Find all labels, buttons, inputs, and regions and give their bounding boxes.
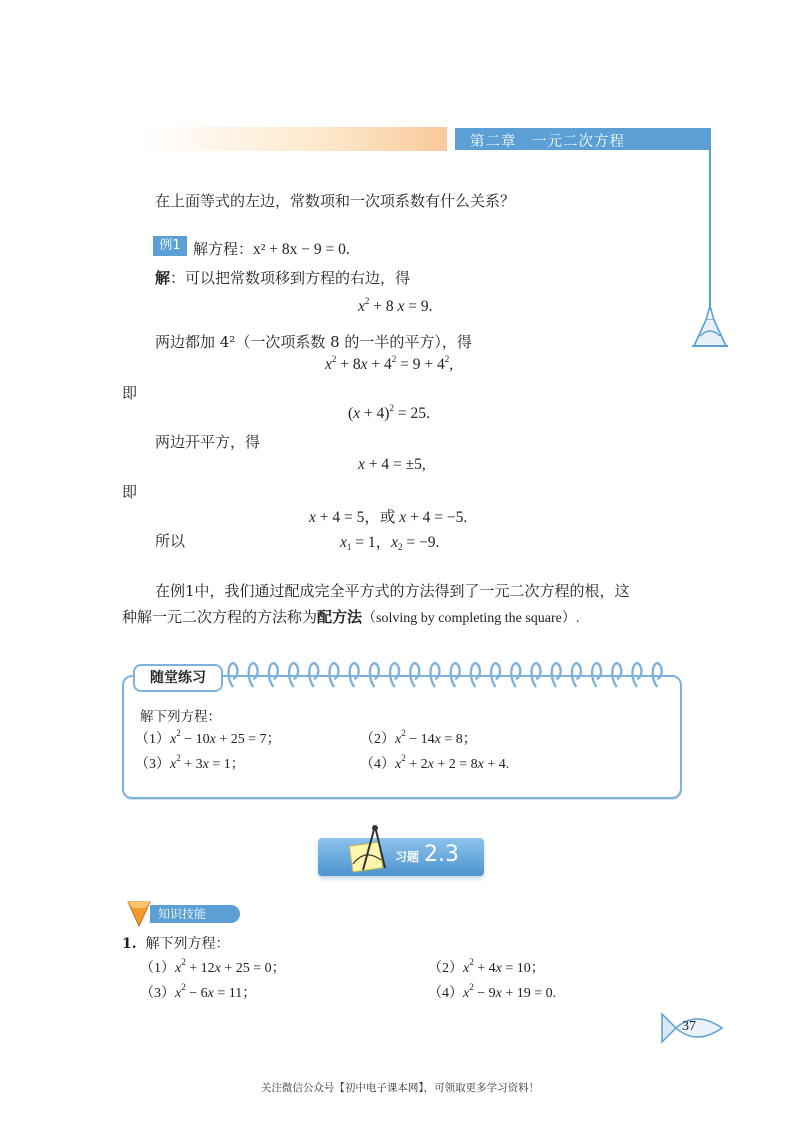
skills-item-3: $(3)x^2 - 6x = 11$； <box>140 982 257 1001</box>
practice-item-4: $(4)x^2 + 2x + 2 = 8x + 4$. <box>360 753 510 772</box>
footer-note: 关注微信公众号【初中电子课本网】，可领取更多学习资料！ <box>260 1082 540 1094</box>
question-text: 在上面等式的左边，常数项和一次项系数有什么关系？ <box>155 192 516 210</box>
practice-item-3: $(3)x^2 + 3x = 1$； <box>135 753 245 772</box>
practice-item-1: $(1)x^2 - 10x + 25 = 7$； <box>135 728 281 747</box>
item-number: （3） <box>140 986 175 1001</box>
spiral-binding-icon <box>225 659 671 693</box>
item-number: （2） <box>428 961 463 976</box>
skills-item-2: $(2)x^2 + 4x = 10$； <box>428 957 545 976</box>
problem-equation: x² + 8x − 9 = 0. <box>253 241 350 258</box>
skills-item-4: $(4)x^2 - 9x + 19 = 0$. <box>428 982 557 1001</box>
conclusion-text: 种解一元二次方程的方法称为 <box>122 608 318 626</box>
tower-icon <box>690 298 730 350</box>
practice-title: 随堂练习 <box>133 664 223 692</box>
eq-step4: x + 4 = ±5, <box>358 456 426 473</box>
practice-intro: 解下列方程： <box>140 709 221 725</box>
eq-step3: $(x + 4)^2 = 25$. <box>348 403 430 422</box>
item-number: （3） <box>135 757 170 772</box>
example-tag: 例1 <box>153 236 187 256</box>
exercise-label: 习题 <box>395 850 420 864</box>
compass-icon <box>345 824 393 876</box>
item-number: （1） <box>135 732 170 747</box>
step2-text: 两边开平方，得 <box>155 433 261 451</box>
solution-text: ：可以把常数项移到方程的右边，得 <box>170 269 411 287</box>
eq-roots: $x_1 = 1$，$x_2 = -9$. <box>340 534 440 552</box>
example-problem <box>193 238 350 259</box>
solution-label: 解 <box>155 269 171 287</box>
step1-text: 两边都加 4²（一次项系数 8 的一半的平方），得 <box>155 333 472 351</box>
question-1 <box>122 933 230 953</box>
method-name: 配方法 <box>317 608 363 626</box>
question-text: 解下列方程： <box>145 936 230 952</box>
suoyi-label: 所以 <box>155 532 186 550</box>
page-number: 37 <box>682 1019 696 1034</box>
solution-intro <box>155 267 410 288</box>
method-english: （solving by completing the square）. <box>362 611 580 626</box>
practice-item-2: $(2)x^2 - 14x = 8$； <box>360 728 477 747</box>
ji-label-2: 即 <box>122 483 138 501</box>
eq-step1: $x^2 + 8$ x = 9. <box>358 296 433 315</box>
exercise-number: 2.3 <box>424 842 459 867</box>
item-number: （4） <box>428 986 463 1001</box>
question-number: 1. <box>122 936 137 952</box>
margin-line <box>709 150 711 300</box>
item-number: （1） <box>140 961 175 976</box>
pencil-icon <box>126 898 152 928</box>
ji-label-1: 即 <box>122 384 138 402</box>
problem-label: 解方程： <box>193 240 254 258</box>
conclusion-line2 <box>122 606 579 627</box>
item-number: （2） <box>360 732 395 747</box>
eq-step2: $x^2 + 8x + 4^2 = 9 + 4^2$, <box>325 354 454 373</box>
conclusion-line1: 在例1中，我们通过配成完全平方式的方法得到了一元二次方程的根，这 <box>155 582 630 600</box>
skills-tag: 知识技能 <box>150 905 240 923</box>
chapter-title: 第二章 一元二次方程 <box>470 134 625 150</box>
eq-step5: x + 4 = 5，或 x + 4 = −5. <box>309 509 468 526</box>
header-gradient <box>140 127 447 151</box>
item-number: （4） <box>360 757 395 772</box>
skills-item-1: $(1)x^2 + 12x + 25 = 0$； <box>140 957 286 976</box>
